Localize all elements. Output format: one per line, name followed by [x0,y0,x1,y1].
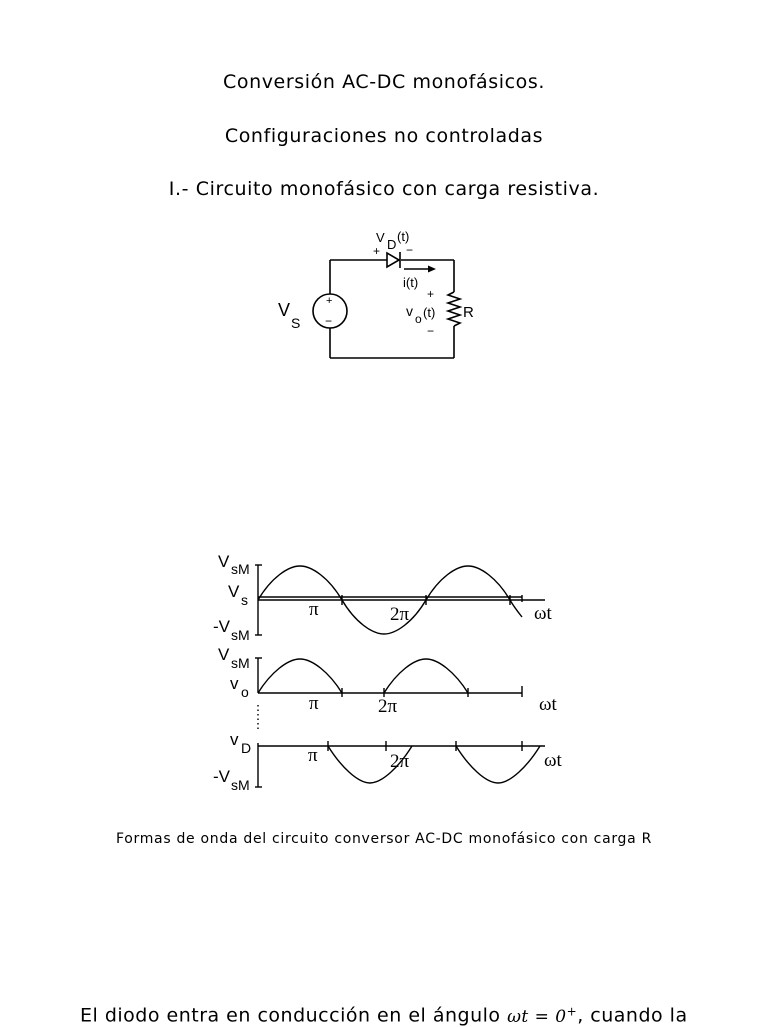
plot1-vsm-label: V [218,552,230,571]
output-voltage-t: (t) [423,305,436,320]
source-label: V [278,300,291,320]
plot3-omega-t-label: ωt [544,750,562,771]
document-subtitle: Configuraciones no controladas [224,125,544,147]
diode-plus-sign: + [373,244,381,258]
plot1-neg-vsm-sub: sM [231,627,250,643]
body-text-before: El diodo entra en conducción en el ángulo [80,1004,508,1027]
body-text-after: , cuando la [577,1004,688,1027]
plot2-omega-t-label: ωt [539,694,557,715]
resistor-label: R [463,304,474,321]
diode-voltage-sub: D [387,237,397,252]
plot2-half-wave-1 [258,659,342,693]
circuit-diagram [270,222,500,367]
plot3-neg-vsm-label: -V [213,767,230,786]
source-label-sub: S [291,315,301,331]
plot2-vo-label: v [230,674,239,693]
plot2-half-wave-2 [384,659,468,693]
plot2-vsm-label: V [218,645,230,664]
source-plus-sign: + [326,295,333,307]
plot3-2pi-label: 2π [390,751,410,772]
output-plus-sign: + [427,287,435,301]
plot1-vsm-sub: sM [231,561,250,577]
plot2-pi-label: π [309,693,319,714]
plot1-neg-vsm-label: -V [213,617,230,636]
body-math-expr: ωt = 0 [507,1006,567,1027]
plot2-vsm-sub: sM [231,655,250,671]
waveforms-diagram [200,545,580,800]
plot3-vd-sub: D [241,740,252,756]
diode-voltage-t: (t) [397,229,410,244]
diode-voltage-label: V [376,230,385,245]
source-minus-sign: − [325,314,333,328]
output-voltage-label: v [406,303,413,319]
resistor-icon [448,292,460,326]
plot3-neg-vsm-sub: sM [231,777,250,793]
body-math-sup: + [566,1004,578,1018]
figure-caption: Formas de onda del circuito conversor AC-DC monofásico con carga R [115,831,652,847]
plot3-pi-label: π [308,745,318,766]
diode-icon [387,253,399,267]
section-heading: I.- Circuito monofásico con carga resistiva. [168,178,600,200]
plot2-vo-sub: o [241,684,249,700]
plot1-pi-label: π [309,599,319,620]
output-minus-sign: − [427,324,435,338]
plot1-2pi-label: 2π [390,604,410,625]
output-voltage-sub: o [415,312,422,326]
plot1-vs-sub: s [241,592,248,608]
current-arrow-head-icon [428,266,436,273]
body-paragraph [80,1004,720,1027]
plot3-negative-half-2 [456,746,540,783]
plot2-2pi-label: 2π [378,696,398,717]
diode-minus-sign: − [406,243,414,257]
document-title: Conversión AC-DC monofásicos. [222,71,545,93]
plot1-omega-t-label: ωt [534,603,552,624]
plot1-vs-label: V [228,582,240,601]
plot3-vd-label: v [230,730,239,749]
current-label: i(t) [403,275,419,290]
